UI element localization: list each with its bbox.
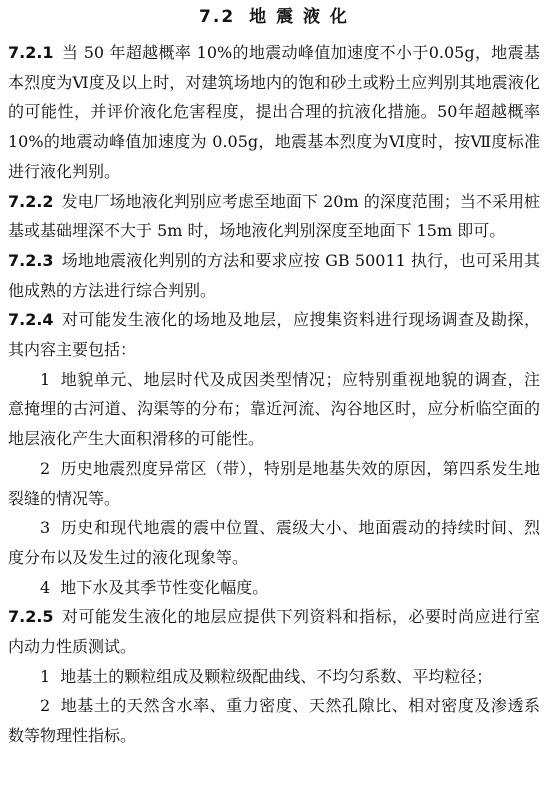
clause-number: 7.2.5 bbox=[8, 607, 54, 627]
clause-7-2-4 bbox=[8, 305, 540, 364]
list-item bbox=[8, 454, 540, 513]
section-number: 7.2 bbox=[199, 7, 236, 27]
clause-number: 7.2.4 bbox=[8, 310, 54, 330]
clause-7-2-2 bbox=[8, 187, 540, 246]
clause-7-2-3 bbox=[8, 246, 540, 305]
clause-number: 7.2.1 bbox=[8, 43, 54, 62]
item-text: 历史和现代地震的震中位置、震级大小、地面震动的持续时间、烈度分布以及发生过的液化现象等。 bbox=[8, 518, 540, 567]
clause-text: 发电厂场地液化判别应考虑至地面下 20m 的深度范围；当不采用桩基或基础埋深不大于 5m 时，场地液化判别深度至地面下 15m 即可。 bbox=[8, 191, 540, 241]
item-number: 2 bbox=[40, 458, 51, 478]
item-text: 地下水及其季节性变化幅度。 bbox=[60, 577, 269, 597]
clause-text: 对可能发生液化的地层应提供下列资料和指标，必要时尚应进行室内动力性质测试。 bbox=[8, 607, 540, 657]
section-heading bbox=[8, 6, 540, 28]
clause-number: 7.2.2 bbox=[8, 191, 54, 211]
item-number: 3 bbox=[40, 518, 51, 538]
clause-7-2-1 bbox=[8, 38, 540, 187]
item-number: 1 bbox=[40, 666, 51, 686]
item-text: 地基土的颗粒组成及颗粒级配曲线、不均匀系数、平均粒径； bbox=[60, 666, 493, 686]
list-item bbox=[8, 365, 540, 454]
item-text: 历史地震烈度异常区（带），特别是地基失效的原因，第四系发生地裂缝的情况等。 bbox=[8, 458, 540, 508]
list-item bbox=[8, 573, 540, 603]
clause-number: 7.2.3 bbox=[8, 250, 54, 270]
clause-text: 当 50 年超越概率 10%的地震动峰值加速度不小于0.05g，地震基本烈度为Ⅵ度及以上时，对建筑场地内的饱和砂土或粉土应判别其地震液化的可能性，并评价液化危害程度，提出合理的抗液化措施。50年超越概率 10%的地震动峰值加速度为 0.05g，地震基本烈度为Ⅵ度时，按Ⅶ度标准进行液化判别。 bbox=[8, 43, 540, 181]
list-item bbox=[8, 662, 540, 692]
clause-7-2-5 bbox=[8, 602, 540, 661]
item-number: 4 bbox=[40, 577, 51, 597]
section-title: 地 震 液 化 bbox=[249, 7, 349, 27]
list-item bbox=[8, 691, 540, 750]
clause-text: 对可能发生液化的场地及地层，应搜集资料进行现场调查及勘探，其内容主要包括： bbox=[8, 310, 540, 360]
item-number: 2 bbox=[40, 696, 51, 716]
clause-text: 场地地震液化判别的方法和要求应按 GB 50011 执行，也可采用其他成熟的方法进行综合判别。 bbox=[8, 250, 540, 300]
list-item bbox=[8, 513, 540, 572]
item-number: 1 bbox=[40, 369, 51, 389]
item-text: 地貌单元、地层时代及成因类型情况；应特别重视地貌的调查，注意掩埋的古河道、沟渠等的分布；靠近河流、沟谷地区时，应分析临空面的地层液化产生大面积滑移的可能性。 bbox=[8, 369, 540, 449]
item-text: 地基土的天然含水率、重力密度、天然孔隙比、相对密度及渗透系数等物理性指标。 bbox=[8, 696, 540, 746]
